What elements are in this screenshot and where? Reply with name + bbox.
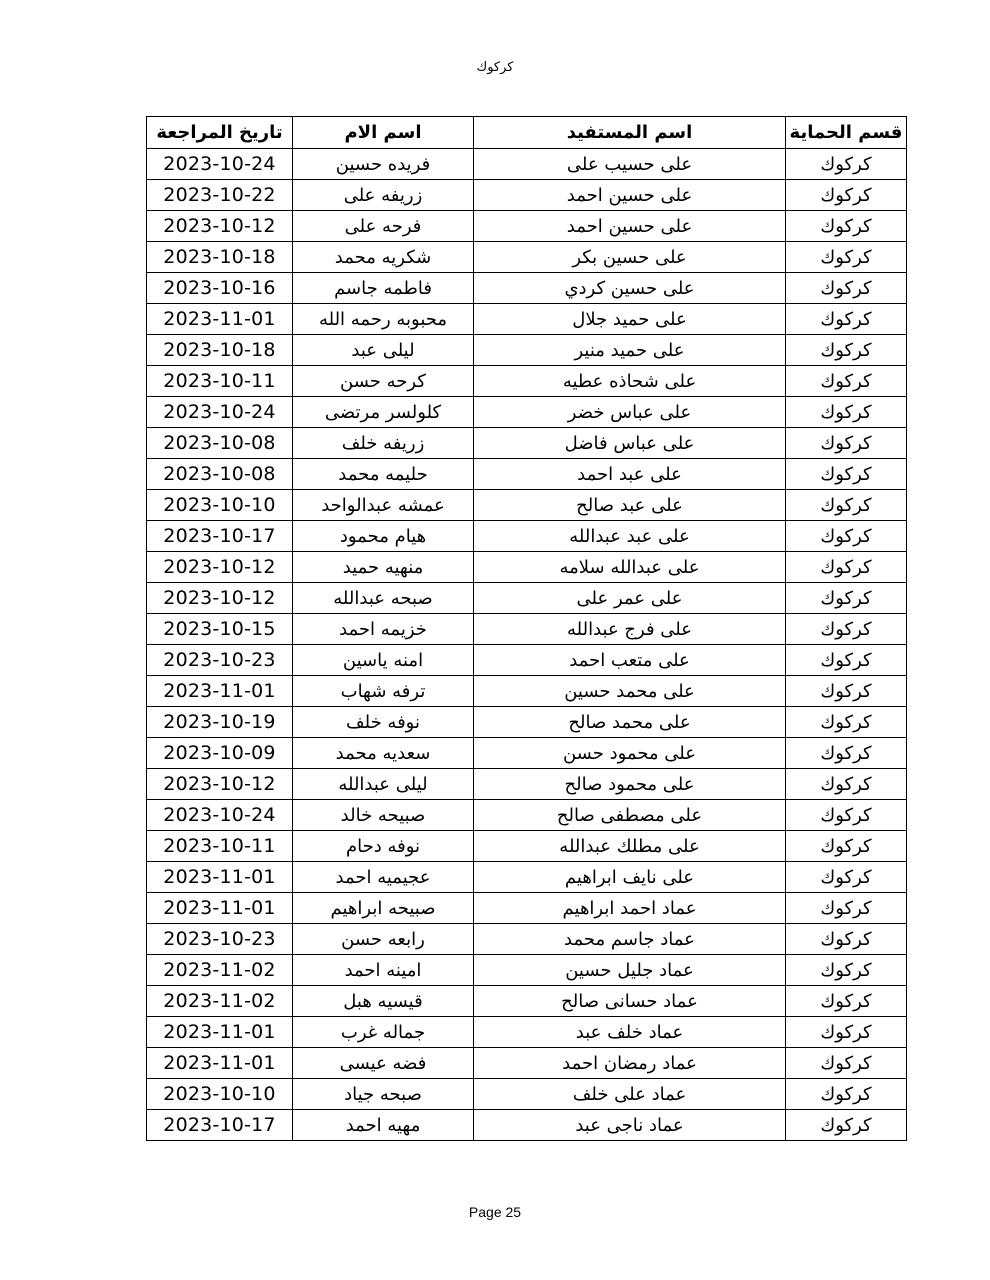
- mother-name-cell: ليلى عبدالله: [293, 769, 474, 800]
- table-row: [147, 242, 907, 273]
- beneficiary-name-cell: على محمد حسين: [474, 676, 786, 707]
- table-row: [147, 1017, 907, 1048]
- protection-department-cell: كركوك: [786, 490, 907, 521]
- table-row: [147, 831, 907, 862]
- review-date-cell: 2023-11-01: [147, 862, 293, 893]
- mother-name-cell: ترفه شهاب: [293, 676, 474, 707]
- mother-name-cell: زريفه على: [293, 180, 474, 211]
- table-row: [147, 1048, 907, 1079]
- protection-department-cell: كركوك: [786, 397, 907, 428]
- protection-department-cell: كركوك: [786, 335, 907, 366]
- table-header-row: [147, 117, 907, 149]
- protection-department-cell: كركوك: [786, 304, 907, 335]
- review-date-cell: 2023-11-02: [147, 986, 293, 1017]
- protection-department-cell: كركوك: [786, 676, 907, 707]
- review-date-cell: 2023-11-01: [147, 304, 293, 335]
- beneficiary-name-cell: على عبد عبدالله: [474, 521, 786, 552]
- mother-name-cell: منهيه حميد: [293, 552, 474, 583]
- table-row: [147, 1110, 907, 1141]
- table-row: [147, 180, 907, 211]
- beneficiary-name-cell: على فرج عبدالله: [474, 614, 786, 645]
- mother-name-cell: هيام محمود: [293, 521, 474, 552]
- mother-name-cell: زريفه خلف: [293, 428, 474, 459]
- beneficiary-name-cell: على حميد جلال: [474, 304, 786, 335]
- protection-department-cell: كركوك: [786, 211, 907, 242]
- protection-department-cell: كركوك: [786, 428, 907, 459]
- beneficiary-name-cell: عماد جليل حسين: [474, 955, 786, 986]
- page-number: Page 25: [468, 1204, 522, 1220]
- table-row: [147, 955, 907, 986]
- protection-department-cell: كركوك: [786, 583, 907, 614]
- mother-name-cell: صبيحه خالد: [293, 800, 474, 831]
- table-row: [147, 924, 907, 955]
- table-row: [147, 986, 907, 1017]
- mother-name-cell: قيسيه هبل: [293, 986, 474, 1017]
- review-date-cell: 2023-11-01: [147, 893, 293, 924]
- review-date-cell: 2023-10-24: [147, 149, 293, 180]
- beneficiary-name-cell: على عبد احمد: [474, 459, 786, 490]
- protection-department-cell: كركوك: [786, 180, 907, 211]
- protection-department-cell: كركوك: [786, 1017, 907, 1048]
- protection-department-cell: كركوك: [786, 862, 907, 893]
- mother-name-cell: فضه عيسى: [293, 1048, 474, 1079]
- protection-department-cell: كركوك: [786, 1079, 907, 1110]
- column-header-review-date: تاريخ المراجعة: [147, 117, 293, 149]
- review-date-cell: 2023-10-10: [147, 490, 293, 521]
- beneficiary-name-cell: على مطلك عبدالله: [474, 831, 786, 862]
- mother-name-cell: كلولسر مرتضى: [293, 397, 474, 428]
- beneficiaries-table-container: [146, 116, 906, 1141]
- review-date-cell: 2023-10-11: [147, 831, 293, 862]
- table-row: [147, 490, 907, 521]
- mother-name-cell: حليمه محمد: [293, 459, 474, 490]
- table-row: [147, 676, 907, 707]
- protection-department-cell: كركوك: [786, 924, 907, 955]
- review-date-cell: 2023-10-19: [147, 707, 293, 738]
- beneficiary-name-cell: عماد على خلف: [474, 1079, 786, 1110]
- table-row: [147, 428, 907, 459]
- beneficiary-name-cell: على مصطفى صالح: [474, 800, 786, 831]
- beneficiary-name-cell: على متعب احمد: [474, 645, 786, 676]
- column-header-protection-department: قسم الحماية: [786, 117, 907, 149]
- table-row: [147, 862, 907, 893]
- review-date-cell: 2023-10-12: [147, 769, 293, 800]
- mother-name-cell: نوفه خلف: [293, 707, 474, 738]
- table-row: [147, 707, 907, 738]
- review-date-cell: 2023-10-16: [147, 273, 293, 304]
- protection-department-cell: كركوك: [786, 242, 907, 273]
- beneficiary-name-cell: عماد جاسم محمد: [474, 924, 786, 955]
- mother-name-cell: ليلى عبد: [293, 335, 474, 366]
- review-date-cell: 2023-11-01: [147, 1048, 293, 1079]
- mother-name-cell: صبيحه ابراهيم: [293, 893, 474, 924]
- beneficiary-name-cell: على عبدالله سلامه: [474, 552, 786, 583]
- table-row: [147, 614, 907, 645]
- review-date-cell: 2023-10-08: [147, 428, 293, 459]
- beneficiary-name-cell: على شحاذه عطيه: [474, 366, 786, 397]
- beneficiary-name-cell: على حميد منير: [474, 335, 786, 366]
- protection-department-cell: كركوك: [786, 552, 907, 583]
- table-row: [147, 893, 907, 924]
- protection-department-cell: كركوك: [786, 273, 907, 304]
- protection-department-cell: كركوك: [786, 800, 907, 831]
- beneficiary-name-cell: عماد احمد ابراهيم: [474, 893, 786, 924]
- protection-department-cell: كركوك: [786, 769, 907, 800]
- beneficiary-name-cell: على حسين كردي: [474, 273, 786, 304]
- beneficiary-name-cell: على عبد صالح: [474, 490, 786, 521]
- mother-name-cell: فاطمه جاسم: [293, 273, 474, 304]
- table-row: [147, 397, 907, 428]
- beneficiary-name-cell: على حسين بكر: [474, 242, 786, 273]
- mother-name-cell: رابعه حسن: [293, 924, 474, 955]
- mother-name-cell: فرحه على: [293, 211, 474, 242]
- beneficiary-name-cell: على حسين احمد: [474, 211, 786, 242]
- beneficiary-name-cell: عماد رمضان احمد: [474, 1048, 786, 1079]
- review-date-cell: 2023-10-17: [147, 521, 293, 552]
- beneficiary-name-cell: عماد ناجى عبد: [474, 1110, 786, 1141]
- review-date-cell: 2023-11-02: [147, 955, 293, 986]
- beneficiary-name-cell: على نايف ابراهيم: [474, 862, 786, 893]
- protection-department-cell: كركوك: [786, 1048, 907, 1079]
- beneficiaries-table: [146, 116, 907, 1141]
- beneficiary-name-cell: عماد حسانى صالح: [474, 986, 786, 1017]
- mother-name-cell: نوفه دحام: [293, 831, 474, 862]
- mother-name-cell: خزيمه احمد: [293, 614, 474, 645]
- protection-department-cell: كركوك: [786, 366, 907, 397]
- beneficiary-name-cell: على حسين احمد: [474, 180, 786, 211]
- review-date-cell: 2023-11-01: [147, 1017, 293, 1048]
- beneficiary-name-cell: على محمود صالح: [474, 769, 786, 800]
- review-date-cell: 2023-10-09: [147, 738, 293, 769]
- page-header-title: كركوك: [476, 60, 514, 75]
- mother-name-cell: محبوبه رحمه الله: [293, 304, 474, 335]
- review-date-cell: 2023-10-11: [147, 366, 293, 397]
- mother-name-cell: عجيميه احمد: [293, 862, 474, 893]
- protection-department-cell: كركوك: [786, 1110, 907, 1141]
- protection-department-cell: كركوك: [786, 955, 907, 986]
- review-date-cell: 2023-10-10: [147, 1079, 293, 1110]
- table-row: [147, 769, 907, 800]
- table-row: [147, 149, 907, 180]
- beneficiary-name-cell: على محمود حسن: [474, 738, 786, 769]
- review-date-cell: 2023-11-01: [147, 676, 293, 707]
- table-row: [147, 521, 907, 552]
- mother-name-cell: سعديه محمد: [293, 738, 474, 769]
- table-row: [147, 273, 907, 304]
- mother-name-cell: امنه ياسين: [293, 645, 474, 676]
- mother-name-cell: كرحه حسن: [293, 366, 474, 397]
- column-header-mother-name: اسم الام: [293, 117, 474, 149]
- beneficiary-name-cell: على محمد صالح: [474, 707, 786, 738]
- mother-name-cell: شكريه محمد: [293, 242, 474, 273]
- review-date-cell: 2023-10-23: [147, 924, 293, 955]
- review-date-cell: 2023-10-12: [147, 552, 293, 583]
- protection-department-cell: كركوك: [786, 149, 907, 180]
- review-date-cell: 2023-10-12: [147, 211, 293, 242]
- beneficiary-name-cell: على عباس فاضل: [474, 428, 786, 459]
- protection-department-cell: كركوك: [786, 893, 907, 924]
- protection-department-cell: كركوك: [786, 707, 907, 738]
- beneficiary-name-cell: عماد خلف عبد: [474, 1017, 786, 1048]
- protection-department-cell: كركوك: [786, 614, 907, 645]
- table-row: [147, 583, 907, 614]
- review-date-cell: 2023-10-23: [147, 645, 293, 676]
- review-date-cell: 2023-10-17: [147, 1110, 293, 1141]
- protection-department-cell: كركوك: [786, 521, 907, 552]
- beneficiary-name-cell: على عباس خضر: [474, 397, 786, 428]
- table-body: [147, 149, 907, 1141]
- review-date-cell: 2023-10-22: [147, 180, 293, 211]
- table-row: [147, 304, 907, 335]
- column-header-beneficiary-name: اسم المستفيد: [474, 117, 786, 149]
- beneficiary-name-cell: على حسيب على: [474, 149, 786, 180]
- protection-department-cell: كركوك: [786, 831, 907, 862]
- table-row: [147, 1079, 907, 1110]
- table-row: [147, 335, 907, 366]
- review-date-cell: 2023-10-12: [147, 583, 293, 614]
- beneficiary-name-cell: على عمر على: [474, 583, 786, 614]
- protection-department-cell: كركوك: [786, 738, 907, 769]
- protection-department-cell: كركوك: [786, 986, 907, 1017]
- table-row: [147, 211, 907, 242]
- mother-name-cell: فريده حسين: [293, 149, 474, 180]
- review-date-cell: 2023-10-18: [147, 242, 293, 273]
- review-date-cell: 2023-10-18: [147, 335, 293, 366]
- table-row: [147, 738, 907, 769]
- mother-name-cell: صبحه جياد: [293, 1079, 474, 1110]
- mother-name-cell: جماله غرب: [293, 1017, 474, 1048]
- mother-name-cell: صبحه عبدالله: [293, 583, 474, 614]
- mother-name-cell: امينه احمد: [293, 955, 474, 986]
- table-row: [147, 800, 907, 831]
- table-row: [147, 552, 907, 583]
- table-row: [147, 366, 907, 397]
- table-row: [147, 645, 907, 676]
- review-date-cell: 2023-10-08: [147, 459, 293, 490]
- mother-name-cell: عمشه عبدالواحد: [293, 490, 474, 521]
- review-date-cell: 2023-10-24: [147, 800, 293, 831]
- protection-department-cell: كركوك: [786, 459, 907, 490]
- protection-department-cell: كركوك: [786, 645, 907, 676]
- review-date-cell: 2023-10-24: [147, 397, 293, 428]
- review-date-cell: 2023-10-15: [147, 614, 293, 645]
- mother-name-cell: مهيه احمد: [293, 1110, 474, 1141]
- table-row: [147, 459, 907, 490]
